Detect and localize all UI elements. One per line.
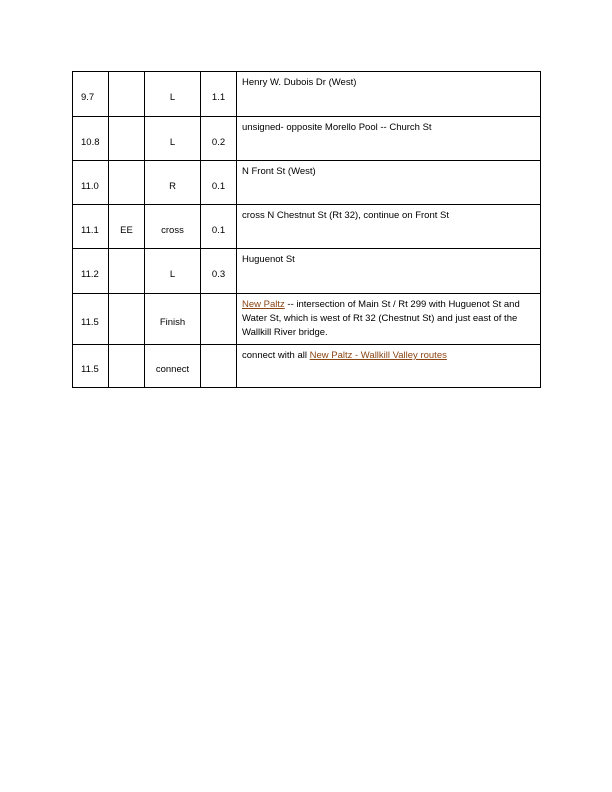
distance-cell: 0.3 <box>201 249 237 294</box>
description-cell: Huguenot St <box>237 249 541 294</box>
code-cell <box>109 294 145 345</box>
distance-cell <box>201 294 237 345</box>
description-cell: connect with all New Paltz - Wallkill Valley routes <box>237 345 541 388</box>
description-cell: N Front St (West) <box>237 161 541 205</box>
mileage-cell: 11.0 <box>73 161 109 205</box>
code-cell <box>109 161 145 205</box>
new-paltz-link[interactable]: New Paltz <box>242 299 285 310</box>
code-cell <box>109 72 145 117</box>
distance-cell: 0.1 <box>201 161 237 205</box>
turn-cell: R <box>145 161 201 205</box>
mileage-cell: 11.1 <box>73 205 109 249</box>
table-row <box>73 72 541 117</box>
mileage-cell: 10.8 <box>73 117 109 161</box>
new-paltz-wallkill-routes-link[interactable]: New Paltz - Wallkill Valley routes <box>309 350 447 361</box>
turn-cell: L <box>145 249 201 294</box>
mileage-cell: 11.5 <box>73 294 109 345</box>
description-cell: cross N Chestnut St (Rt 32), continue on Front St <box>237 205 541 249</box>
turn-cell: Finish <box>145 294 201 345</box>
distance-cell: 0.1 <box>201 205 237 249</box>
turn-cell: L <box>145 117 201 161</box>
description-cell: New Paltz -- intersection of Main St / Rt 299 with Huguenot St and Water St, which is west of Rt 32 (Chestnut St) and just east of the Wallkill River bridge. <box>237 294 541 345</box>
mileage-cell: 9.7 <box>73 72 109 117</box>
table-row <box>73 249 541 294</box>
table-row <box>73 294 541 345</box>
table-row <box>73 205 541 249</box>
code-cell <box>109 249 145 294</box>
distance-cell: 1.1 <box>201 72 237 117</box>
code-cell <box>109 117 145 161</box>
turn-cell: connect <box>145 345 201 388</box>
turn-cell: cross <box>145 205 201 249</box>
route-cue-table <box>72 71 541 388</box>
code-cell: EE <box>109 205 145 249</box>
table-row <box>73 117 541 161</box>
mileage-cell: 11.5 <box>73 345 109 388</box>
description-cell: Henry W. Dubois Dr (West) <box>237 72 541 117</box>
description-cell: unsigned- opposite Morello Pool -- Church St <box>237 117 541 161</box>
code-cell <box>109 345 145 388</box>
distance-cell <box>201 345 237 388</box>
table-row <box>73 161 541 205</box>
mileage-cell: 11.2 <box>73 249 109 294</box>
table-row <box>73 345 541 388</box>
turn-cell: L <box>145 72 201 117</box>
distance-cell: 0.2 <box>201 117 237 161</box>
